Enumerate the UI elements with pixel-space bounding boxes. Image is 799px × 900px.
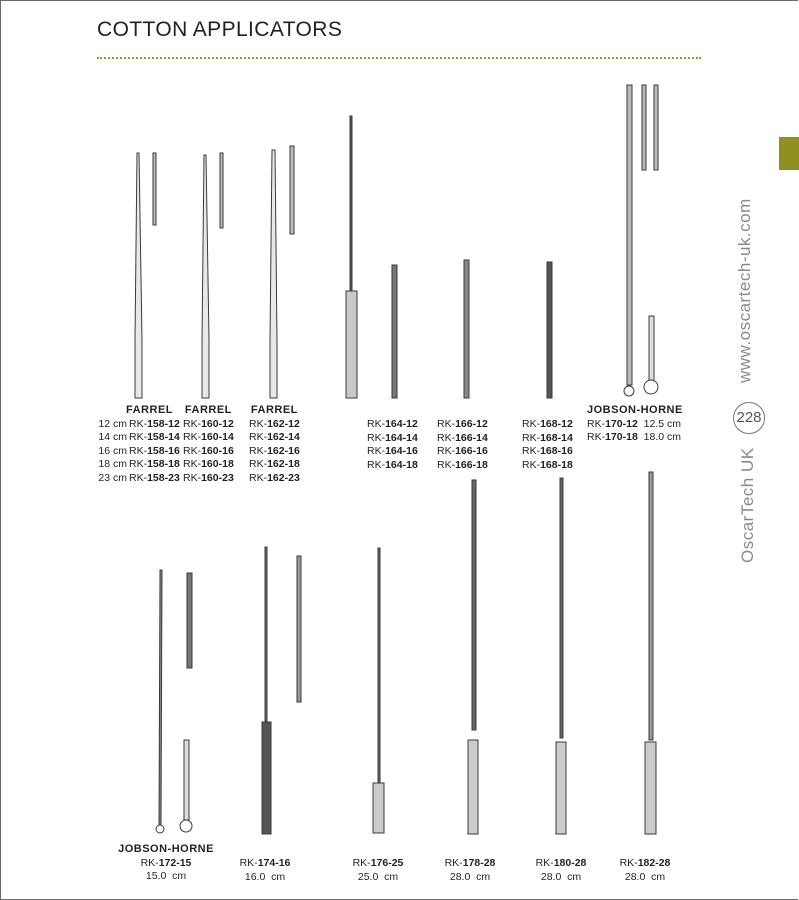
list-item: 16 cm RK-158-16: [98, 444, 180, 457]
farrel-160-tip: [220, 153, 223, 228]
applicator-166-shaft: [464, 260, 469, 398]
list-item: RK-166-16: [437, 445, 488, 457]
item-size: 25.0 cm: [357, 870, 399, 883]
item-code: RK-180-28: [535, 857, 587, 869]
item-code: RK-182-28: [619, 857, 671, 869]
item-172: [116, 843, 216, 884]
jobson-170-tip-b: [654, 85, 658, 170]
farrel-162-tip: [290, 146, 294, 234]
item-182: [605, 857, 685, 884]
applicator-174-tip: [297, 556, 301, 702]
list-item: RK-166-18: [437, 458, 488, 471]
applicator-176-shaft: [378, 548, 380, 783]
jobson-172-small: [184, 740, 189, 820]
list-item: RK-160-18: [183, 458, 234, 470]
jobson-172-tip: [187, 573, 192, 668]
group-168: [522, 418, 573, 472]
jobson-170-small: [649, 316, 654, 381]
list-item: RK-168-16: [522, 445, 573, 457]
list-item: RK-160-23: [183, 471, 234, 484]
list-item: RK-164-18: [367, 458, 418, 471]
list-item: RK-162-23: [249, 471, 300, 484]
list-item: RK-168-12: [522, 418, 573, 430]
applicator-180-shaft: [560, 478, 563, 738]
applicator-182-handle: [645, 742, 656, 834]
applicator-182-shaft: [649, 472, 653, 740]
list-item: RK-166-14: [437, 431, 488, 444]
item-174: [225, 857, 305, 884]
item-code: RK-178-28: [444, 857, 496, 869]
item-180: [521, 857, 601, 884]
item-name: JOBSON-HORNE: [118, 843, 214, 855]
item-size: 28.0 cm: [449, 870, 491, 883]
item-178: [430, 857, 510, 884]
jobson-172-small-loop: [180, 820, 192, 832]
item-code: RK-174-16: [239, 857, 291, 869]
item-code: RK-172-15: [140, 856, 192, 869]
list-item: 18 cm RK-158-18: [98, 458, 180, 470]
applicator-164-tip: [392, 265, 397, 398]
group-name: FARREL: [184, 404, 232, 416]
item-size: 15.0 cm: [145, 870, 187, 882]
farrel-162-shaft: [270, 150, 277, 398]
list-item: RK-166-12: [437, 418, 488, 430]
item-code: RK-176-25: [352, 857, 404, 869]
item-176: [338, 857, 418, 884]
farrel-160-shaft: [202, 155, 209, 398]
list-item: RK-168-14: [522, 431, 573, 444]
group-name: JOBSON-HORNE: [587, 404, 683, 416]
applicator-176-handle: [373, 783, 384, 833]
list-item: RK-162-16: [249, 444, 300, 457]
group-162: [249, 404, 300, 485]
side-url: www.oscartech-uk.com: [735, 198, 754, 383]
list-item: RK-164-16: [367, 445, 418, 457]
jobson-170-small-loop: [644, 380, 658, 394]
list-item: RK-168-18: [522, 458, 573, 471]
list-item: RK-164-12: [367, 418, 418, 430]
item-size: 16.0 cm: [244, 870, 286, 883]
page-number: 228: [733, 402, 765, 434]
applicator-178-shaft: [472, 480, 476, 730]
applicator-168-shaft: [547, 262, 552, 398]
list-item: RK-170-18 18.0 cm: [587, 431, 681, 443]
group-160: [183, 404, 234, 485]
group-158: [96, 404, 180, 485]
applicator-174-handle: [262, 722, 271, 834]
list-item: RK-160-12: [183, 417, 234, 430]
group-166: [437, 418, 488, 472]
jobson-170-loop: [624, 386, 634, 396]
applicator-174-shaft: [265, 547, 267, 722]
group-164: [367, 418, 418, 472]
farrel-158-tip: [153, 153, 156, 225]
page-title: COTTON APPLICATORS: [97, 18, 343, 41]
applicator-178-handle: [468, 740, 478, 834]
jobson-172-loop: [156, 825, 164, 833]
list-item: 12 cm RK-158-12: [98, 417, 180, 430]
group-name: FARREL: [126, 404, 173, 416]
group-name: FARREL: [250, 404, 298, 416]
list-item: 14 cm RK-158-14: [98, 431, 180, 443]
applicator-180-handle: [556, 742, 566, 834]
item-size: 28.0 cm: [624, 870, 666, 883]
list-item: 23 cm RK-158-23: [98, 471, 180, 484]
list-item: RK-160-16: [183, 444, 234, 457]
list-item: RK-170-12 12.5 cm: [587, 417, 681, 430]
group-170: [587, 404, 683, 445]
jobson-172-shaft: [159, 570, 162, 825]
list-item: RK-160-14: [183, 431, 234, 443]
item-size: 28.0 cm: [540, 870, 582, 883]
farrel-158-shaft: [135, 153, 142, 398]
jobson-170-shaft: [627, 85, 632, 385]
side-brand: OscarTech UK: [738, 447, 757, 563]
list-item: RK-162-12: [249, 417, 300, 430]
list-item: RK-162-14: [249, 431, 300, 443]
list-item: RK-164-14: [367, 431, 418, 444]
applicator-164-shaft: [350, 116, 352, 291]
jobson-170-tip-a: [642, 85, 646, 170]
applicator-164-handle: [346, 291, 357, 398]
list-item: RK-162-18: [249, 458, 300, 470]
